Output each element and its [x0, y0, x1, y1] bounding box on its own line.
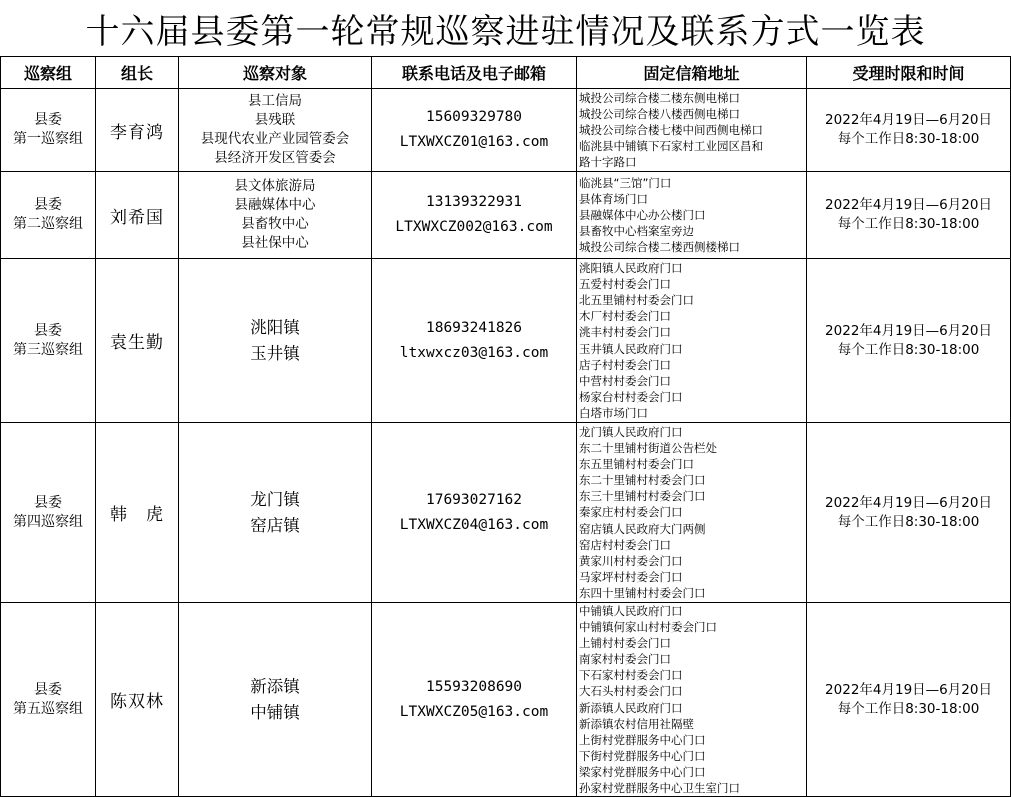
time-range: 2022年4月19日—6月20日 [825, 112, 992, 128]
group-name: 第五巡察组 [13, 700, 83, 717]
work-hours: 每个工作日8:30-18:00 [837, 341, 980, 358]
leader-cell [96, 423, 179, 603]
time-cell [807, 603, 1011, 797]
group-cell [1, 423, 96, 603]
address-cell [577, 89, 807, 172]
group-prefix: 县委 [34, 494, 62, 511]
address-item: 南家村村委会门口 [579, 652, 671, 667]
leader-cell [96, 89, 179, 172]
target-cell [179, 89, 372, 172]
address-item: 城投公司综合楼二楼东侧电梯口 [579, 90, 740, 105]
time-range: 2022年4月19日—6月20日 [825, 681, 992, 698]
phone-number: 13139322931 [425, 194, 523, 210]
contact-cell [372, 603, 577, 797]
address-cell [577, 172, 807, 259]
table-row [1, 423, 1011, 603]
header-cell-group: 巡察组 [1, 57, 96, 89]
address-item: 东二十里铺村街道公告栏处 [579, 441, 717, 456]
address-item: 洮丰村村委会门口 [579, 325, 671, 340]
address-item: 白塔市场门口 [579, 405, 648, 420]
target-cell [179, 423, 372, 603]
address-item: 下石家村村委会门口 [579, 668, 683, 683]
address-item: 北五里铺村村委会门口 [579, 293, 694, 308]
target-item: 县工信局 [248, 93, 302, 109]
table-row [1, 172, 1011, 259]
leader-name: 刘希国 [110, 207, 164, 228]
header-cell-time: 受理时限和时间 [807, 57, 1011, 89]
time-cell [807, 172, 1011, 259]
address-item: 上街村党群服务中心门口 [579, 732, 706, 747]
phone-number: 15593208690 [425, 678, 523, 695]
table-row [1, 259, 1011, 423]
target-item: 县畜牧中心 [241, 216, 309, 232]
address-cell [577, 259, 807, 423]
time-range: 2022年4月19日—6月20日 [825, 322, 992, 339]
phone-number: 15609329780 [425, 109, 523, 125]
leader-cell [96, 603, 179, 797]
address-item: 店子村村委会门口 [579, 357, 671, 372]
leader-name: 韩 虎 [110, 505, 164, 525]
address-item: 城投公司综合楼二楼西侧楼梯口 [579, 240, 740, 255]
address-item: 梁家村党群服务中心门口 [579, 764, 706, 779]
header-cell-target: 巡察对象 [179, 57, 372, 89]
work-hours: 每个工作日8:30-18:00 [837, 700, 980, 717]
address-item: 临洮县“三馆”门口 [579, 175, 672, 190]
address-item: 窑店镇人民政府大门两侧 [579, 521, 706, 536]
target-item: 新添镇 [250, 676, 300, 696]
leader-cell [96, 259, 179, 423]
contact-cell [372, 172, 577, 259]
work-hours: 每个工作日8:30-18:00 [837, 216, 980, 232]
target-item: 县文体旅游局 [234, 178, 316, 194]
email-address: LTXWXCZ01@163.com [399, 134, 549, 150]
contact-cell [372, 259, 577, 423]
address-item: 临洮县中铺镇下石家村工业园区昌和 [579, 139, 763, 154]
address-item: 路十字路口 [579, 155, 637, 170]
target-item: 县残联 [254, 112, 296, 128]
target-cell [179, 603, 372, 797]
leader-name: 陈双林 [110, 692, 164, 713]
address-item: 县畜牧中心档案室旁边 [579, 224, 694, 239]
address-item: 窑店村村委会门口 [579, 537, 671, 552]
target-cell [179, 172, 372, 259]
address-item: 五爱村村委会门口 [579, 277, 671, 292]
leader-cell [96, 172, 179, 259]
address-item: 黄家川村村委会门口 [579, 553, 683, 568]
address-item: 东二十里铺村村委会门口 [579, 473, 706, 488]
address-item: 东四十里铺村村委会门口 [579, 585, 706, 600]
email-address: LTXWXCZ04@163.com [399, 516, 549, 533]
group-prefix: 县委 [34, 112, 62, 128]
group-name: 第四巡察组 [13, 513, 83, 530]
header-row [1, 57, 1011, 89]
group-cell [1, 172, 96, 259]
address-item: 中营村村委会门口 [579, 373, 671, 388]
address-item: 城投公司综合楼八楼西侧电梯口 [579, 106, 740, 121]
contact-cell [372, 423, 577, 603]
target-cell [179, 259, 372, 423]
contact-cell [372, 89, 577, 172]
phone-number: 18693241826 [425, 319, 523, 336]
time-range: 2022年4月19日—6月20日 [825, 494, 992, 511]
target-item: 县现代农业产业园管委会 [200, 131, 350, 147]
group-prefix: 县委 [34, 197, 62, 213]
target-item: 洮阳镇 [250, 317, 300, 337]
address-item: 东三十里铺村村委会门口 [579, 489, 706, 504]
address-item: 县体育场门口 [579, 191, 648, 206]
time-cell [807, 89, 1011, 172]
group-cell [1, 603, 96, 797]
group-cell [1, 89, 96, 172]
target-item: 窑店镇 [250, 515, 300, 535]
page-title: 十六届县委第一轮常规巡察进驻情况及联系方式一览表 [85, 11, 926, 52]
target-item: 县融媒体中心 [234, 197, 316, 213]
phone-number: 17693027162 [425, 491, 523, 508]
address-item: 中铺镇何家山村村委会门口 [579, 620, 717, 635]
header-cell-address: 固定信箱地址 [577, 57, 807, 89]
address-item: 木厂村村委会门口 [579, 309, 671, 324]
address-item: 新添镇农村信用社隔壁 [579, 716, 694, 731]
address-item: 中铺镇人民政府门口 [579, 604, 683, 618]
inspection-table [0, 56, 1011, 797]
group-name: 第一巡察组 [13, 131, 83, 147]
address-item: 县融媒体中心办公楼门口 [579, 207, 706, 222]
work-hours: 每个工作日8:30-18:00 [837, 513, 980, 530]
address-item: 大石头村村委会门口 [579, 684, 683, 699]
address-item: 东五里铺村村委会门口 [579, 457, 694, 472]
group-name: 第二巡察组 [13, 216, 83, 232]
address-item: 洮阳镇人民政府门口 [579, 261, 683, 276]
address-item: 城投公司综合楼七楼中间西侧电梯口 [579, 122, 763, 137]
email-address: ltxwxcz03@163.com [399, 344, 549, 361]
group-prefix: 县委 [34, 681, 62, 698]
address-item: 下街村党群服务中心门口 [579, 748, 706, 763]
group-cell [1, 259, 96, 423]
leader-name: 袁生勤 [110, 333, 164, 353]
address-item: 杨家台村村委会门口 [579, 389, 683, 404]
time-cell [807, 259, 1011, 423]
target-item: 县经济开发区管委会 [214, 150, 336, 166]
header-cell-leader: 组长 [96, 57, 179, 89]
address-cell [577, 603, 807, 797]
address-item: 玉井镇人民政府门口 [579, 341, 683, 356]
table-row [1, 89, 1011, 172]
email-address: LTXWXCZ05@163.com [399, 703, 549, 720]
header-cell-contact: 联系电话及电子邮箱 [372, 57, 577, 89]
address-item: 马家坪村村委会门口 [579, 569, 683, 584]
group-prefix: 县委 [34, 322, 62, 339]
time-cell [807, 423, 1011, 603]
target-item: 中铺镇 [250, 702, 300, 722]
address-item: 秦家庄村村委会门口 [579, 505, 683, 520]
leader-name: 李育鸿 [110, 122, 164, 143]
work-hours: 每个工作日8:30-18:00 [837, 131, 980, 147]
target-item: 玉井镇 [250, 343, 300, 363]
target-item: 县社保中心 [241, 235, 309, 251]
table-row [1, 603, 1011, 797]
time-range: 2022年4月19日—6月20日 [825, 197, 992, 213]
email-address: LTXWXCZ002@163.com [395, 219, 553, 235]
address-cell [577, 423, 807, 603]
group-name: 第三巡察组 [13, 341, 83, 358]
address-item: 龙门镇人民政府门口 [579, 424, 683, 439]
address-item: 孙家村党群服务中心卫生室门口 [579, 781, 740, 796]
target-item: 龙门镇 [250, 489, 300, 509]
address-item: 新添镇人民政府门口 [579, 700, 683, 715]
address-item: 上铺村村委会门口 [579, 636, 671, 651]
